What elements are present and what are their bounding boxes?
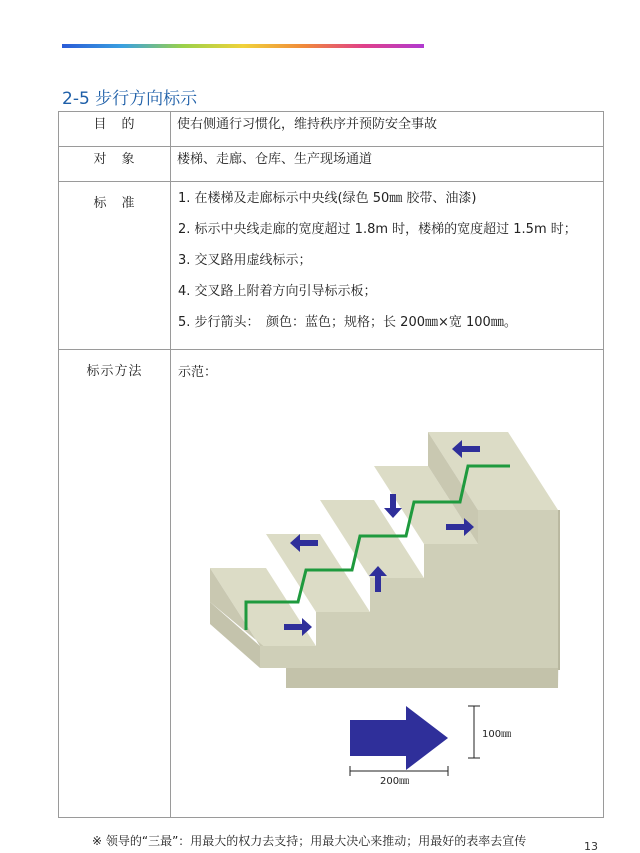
header-rainbow-line: [62, 44, 424, 48]
footer-note: ※ 领导的“三最”：用最大的权力去支持；用最大决心来推动；用最好的表率去宣传: [92, 834, 527, 848]
row-label-target: 对 象: [59, 147, 171, 182]
row-value-standard: [171, 182, 604, 350]
step-front-3: [370, 578, 558, 612]
height-label: 100㎜: [482, 729, 512, 740]
stairs-diagram: [170, 420, 570, 780]
table-row-purpose: [59, 112, 604, 147]
page-number: 13: [584, 840, 598, 853]
row-value-purpose: 使右侧通行习惯化，维持秩序并预防安全事故: [171, 112, 604, 147]
standard-item: 4. 交叉路上附着方向引导标示板；: [178, 284, 377, 299]
length-label: 200㎜: [380, 776, 410, 787]
standard-item: 2. 标示中央线走廊的宽度超过 1.8m 时，楼梯的宽度超过 1.5m 时；: [178, 222, 577, 237]
table-row-target: [59, 147, 604, 182]
standard-item: 1. 在楼梯及走廊标示中央线(绿色 50㎜ 胶带、油漆): [178, 191, 477, 206]
row-label-purpose: 目 的: [59, 112, 171, 147]
step-front-5: [478, 510, 558, 544]
step-base: [286, 668, 558, 688]
standard-item: 3. 交叉路用虚线标示；: [178, 253, 312, 268]
row-value-target: 楼梯、走廊、仓库、生产现场通道: [171, 147, 604, 182]
spec-arrow-icon: [350, 706, 448, 770]
standard-item: 5. 步行箭头： 颜色：蓝色；规格；长 200㎜×宽 100㎜。: [178, 315, 517, 330]
demo-label: 示范：: [178, 365, 218, 380]
step-front-4: [424, 544, 558, 578]
step-front-2: [316, 612, 558, 646]
standard-list: [172, 183, 602, 344]
section-heading: 2-5 步行方向标示: [62, 89, 198, 109]
row-label-standard: 标 准: [59, 182, 171, 350]
step-front-1: [260, 646, 558, 668]
table-row-standard: [59, 182, 604, 350]
row-label-method: 标示方法: [59, 350, 171, 818]
